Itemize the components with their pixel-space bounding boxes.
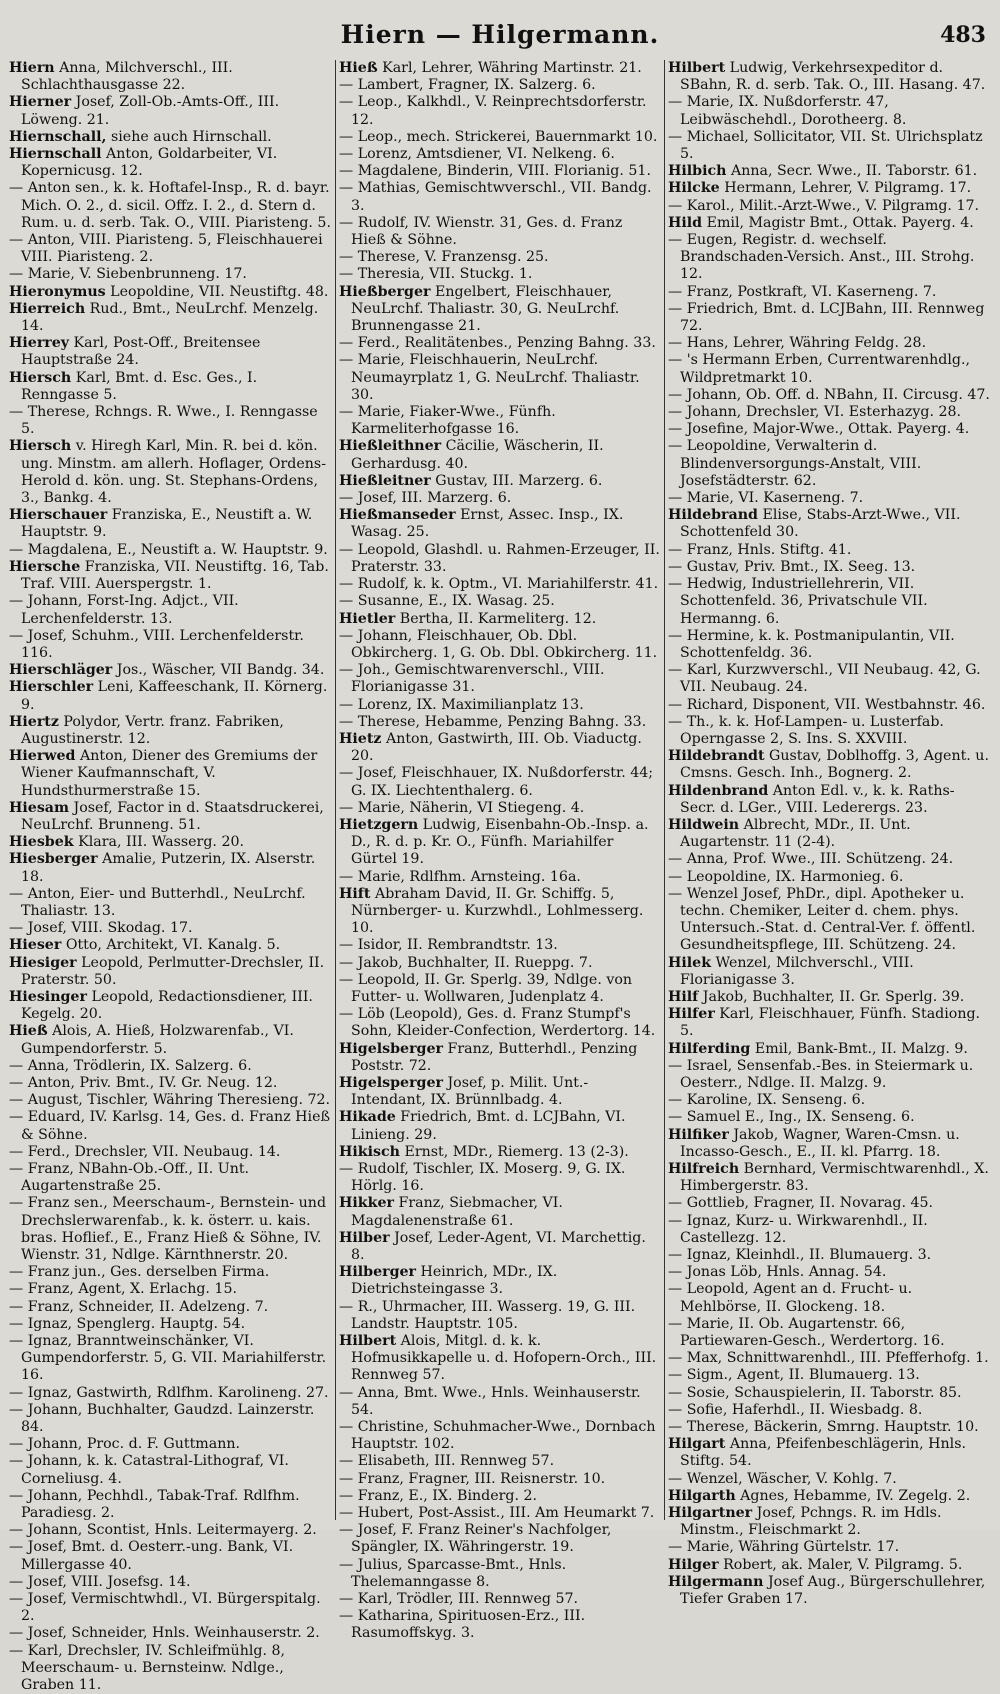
- directory-entry: — Jakob, Buchhalter, II. Rueppg. 7.: [339, 954, 593, 971]
- directory-entry: Hilger Robert, ak. Maler, V. Pilgramg. 5.: [668, 1556, 963, 1573]
- directory-entry: — Johann, Forst-Ing. Adjct., VII. Lerchenfelderstr. 13.: [9, 593, 239, 627]
- directory-entry: — Josef, Schneider, Hnls. Weinhauserstr. 2.: [9, 1625, 320, 1642]
- directory-entry: — Wenzel, Wäscher, V. Kohlg. 7.: [668, 1470, 897, 1487]
- directory-entry: Hierreich Rud., Bmt., NeuLrchf. Menzelg. 14.: [9, 300, 319, 335]
- directory-entry: Hierschläger Jos., Wäscher, VII Bandg. 34.: [9, 662, 325, 679]
- directory-entry: — Franz, Agent, X. Erlachg. 15.: [9, 1281, 237, 1298]
- directory-entry: — Franz, Schneider, II. Adelzeng. 7.: [9, 1298, 269, 1315]
- directory-entry: Hilfer Karl, Fleischhauer, Fünfh. Stadiong. 5.: [668, 1006, 981, 1040]
- column-right: [664, 60, 993, 1608]
- directory-entry: Hiernschall Anton, Goldarbeiter, VI. Kopernicusg. 12.: [9, 146, 278, 180]
- directory-entry: — Th., k. k. Hof-Lampen- u. Lusterfab. Operngasse 2, S. Ins. S. XXVIII.: [668, 713, 944, 747]
- directory-entry: Hierschauer Franziska, E., Neustift a. W. Hauptstr. 9.: [9, 507, 313, 541]
- directory-entry: Hiesberger Amalie, Putzerin, IX. Alserstr. 18.: [9, 851, 316, 885]
- directory-entry: — Johann, k. k. Catastral-Lithograf, VI. Corneliusg. 4.: [9, 1453, 289, 1487]
- directory-entry: Hieß Alois, A. Hieß, Holzwarenfab., VI. Gumpendorferstr. 5.: [9, 1023, 294, 1057]
- directory-entry: — Josef, Vermischtwhdl., VI. Bürgerspitalg. 2.: [9, 1591, 321, 1625]
- directory-entry: — Leopoldine, Verwalterin d. Blindenversorgungs-Anstalt, VIII. Josefstädterstr. 62.: [668, 438, 922, 489]
- directory-entry: — Marie, Fiaker-Wwe., Fünfh. Karmeliterhofgasse 16.: [339, 404, 556, 438]
- directory-entry: Hift Abraham David, II. Gr. Schiffg. 5, Nürnberger- u. Kurzwhdl., Lohlmesserg. 10.: [339, 885, 644, 937]
- directory-entry: Hierwed Anton, Diener des Gremiums der Wiener Kaufmannschaft, V. Hundsthurmerstraße 15.: [9, 748, 318, 799]
- directory-entry: Hiersch v. Hiregh Karl, Min. R. bei d. kön. ung. Minstm. am allerh. Hoflager, Ordens-Herold d. kön. ung. St. Stephans-Ordens, 3., Bankg. 4.: [9, 438, 326, 507]
- directory-entry: — Eduard, IV. Karlsg. 14, Ges. d. Franz Hieß & Söhne.: [9, 1109, 330, 1143]
- directory-entry: Hikade Friedrich, Bmt. d. LCJBahn, VI. Linieng. 29.: [339, 1109, 626, 1143]
- directory-entry: Higelsberger Franz, Butterhdl., Penzing Poststr. 72.: [339, 1040, 638, 1074]
- directory-entry: — Lorenz, Amtsdiener, VI. Nelkeng. 6.: [339, 146, 615, 163]
- directory-entry: Hiesam Josef, Factor in d. Staatsdruckerei, NeuLrchf. Brunneng. 51.: [9, 799, 324, 833]
- directory-entry: — Karl, Drechsler, IV. Schleifmühlg. 8, Meerschaum- u. Bernsteinw. Ndlge., Graben 11.: [9, 1642, 286, 1694]
- directory-entry: — Josef, F. Franz Reiner's Nachfolger, Spängler, IX. Währingerstr. 19.: [339, 1522, 612, 1556]
- directory-entry: — Therese, V. Franzensg. 25.: [339, 249, 549, 266]
- directory-entry: Hiesbek Klara, III. Wasserg. 20.: [9, 834, 245, 851]
- directory-entry: Hietz Anton, Gastwirth, III. Ob. Viaductg. 20.: [339, 730, 642, 765]
- directory-entry: — Rudolf, Tischler, IX. Moserg. 9, G. IX. Hörlg. 16.: [339, 1161, 626, 1195]
- directory-entry: Hilbert Ludwig, Verkehrsexpeditor d. SBahn, R. d. serb. Tak. O., III. Hasang. 47.: [668, 60, 986, 94]
- directory-entry: — Marie, VI. Kaserneng. 7.: [668, 490, 864, 507]
- directory-entry: — Löb (Leopold), Ges. d. Franz Stumpf's Sohn, Kleider-Confection, Werdertorg. 14.: [339, 1006, 656, 1040]
- directory-entry: Hilgermann Josef Aug., Bürgerschullehrer, Tiefer Graben 17.: [668, 1573, 986, 1608]
- directory-entry: Hießleithner Cäcilie, Wäscherin, II. Gerhardusg. 40.: [339, 438, 604, 472]
- directory-entry: Hilcke Hermann, Lehrer, V. Pilgramg. 17.: [668, 180, 972, 197]
- directory-entry: — Ignaz, Kurz- u. Wirkwarenhdl., II. Castellezg. 12.: [668, 1212, 928, 1246]
- page-title: Hiern — Hilgermann.: [340, 20, 660, 49]
- directory-entry: — Karoline, IX. Senseng. 6.: [668, 1092, 866, 1109]
- directory-entry: — Gottlieb, Fragner, II. Novarag. 45.: [668, 1195, 934, 1212]
- directory-entry: — Josef, Fleischhauer, IX. Nußdorferstr. 44; G. IX. Liechtenthalerg. 6.: [339, 765, 654, 799]
- directory-entry: — Josef, VIII. Skodag. 17.: [9, 920, 193, 937]
- directory-entry: Higelsperger Josef, p. Milit. Unt.-Intendant, IX. Brünnlbadg. 4.: [339, 1074, 589, 1109]
- page-number: 483: [940, 22, 986, 48]
- directory-entry: — Elisabeth, III. Rennweg 57.: [339, 1453, 555, 1470]
- directory-entry: — Leop., mech. Strickerei, Bauernmarkt 10.: [339, 128, 658, 145]
- directory-entry: — Karol., Milit.-Arzt-Wwe., V. Pilgramg. 17.: [668, 197, 980, 214]
- directory-entry: — 's Hermann Erben, Currentwarenhdlg., Wildpretmarkt 10.: [668, 352, 970, 386]
- directory-entry: — Johann, Fleischhauer, Ob. Dbl. Obkircherg. 1, G. Ob. Dbl. Obkircherg. 11.: [339, 627, 658, 661]
- column-middle: [335, 60, 664, 1642]
- directory-entry: — Marie, II. Ob. Augartenstr. 66, Partiewaren-Gesch., Werdertorg. 16.: [668, 1315, 945, 1350]
- directory-entry: — Lorenz, IX. Maximilianplatz 13.: [339, 696, 584, 713]
- directory-entry: — Franz sen., Meerschaum-, Bernstein- und Drechslerwarenfab., k. k. österr. u. kais. bras. Hoflief., E., Franz Hieß & Söhne, IV. Wienstr. 31, Ndlge. Kärnthnerstr. 20.: [9, 1195, 327, 1264]
- directory-entry: — Leopold, Agent an d. Frucht- u. Mehlbörse, II. Glockeng. 18.: [668, 1281, 913, 1315]
- directory-entry: Hild Emil, Magistr Bmt., Ottak. Payerg. 4.: [668, 214, 974, 231]
- directory-entry: — Rudolf, IV. Wienstr. 31, Ges. d. Franz Hieß & Söhne.: [339, 214, 623, 249]
- directory-entry: — Marie, Fleischhauerin, NeuLrchf. Neumayrplatz 1, G. NeuLrchf. Thaliastr. 30.: [339, 352, 640, 403]
- directory-entry: — Rudolf, k. k. Optm., VI. Mariahilferstr. 41.: [339, 576, 659, 593]
- directory-entry: — Johann, Proc. d. F. Guttmann.: [9, 1436, 240, 1453]
- directory-entry: — Franz, E., IX. Binderg. 2.: [339, 1487, 538, 1504]
- directory-entry: Hikisch Ernst, MDr., Riemerg. 13 (2-3).: [339, 1143, 629, 1160]
- directory-entry: — Hans, Lehrer, Währing Feldg. 28.: [668, 335, 927, 352]
- directory-entry: — Hubert, Post-Assist., III. Am Heumarkt 7.: [339, 1505, 655, 1522]
- directory-entry: — Katharina, Spirituosen-Erz., III. Rasumoffskyg. 3.: [339, 1608, 586, 1642]
- directory-entry: — Leopold, Glashdl. u. Rahmen-Erzeuger, II. Praterstr. 33.: [339, 541, 660, 575]
- directory-entry: Hiesiger Leopold, Perlmutter-Drechsler, II. Praterstr. 50.: [9, 954, 325, 988]
- directory-entry: — Franz, NBahn-Ob.-Off., II. Unt. Augartenstraße 25.: [9, 1161, 250, 1195]
- directory-entry: Hildebrandt Gustav, Doblhoffg. 3, Agent. u. Cmsns. Gesch. Inh., Bognerg. 2.: [668, 748, 989, 782]
- directory-entry: — Anton sen., k. k. Hoftafel-Insp., R. d. bayr. Mich. O. 2., d. sicil. Offz. I. 2., d. Stern d. Rum. u. d. serb. Tak. O., VIII. Piaristeng. 5.: [9, 180, 331, 231]
- directory-entry: — Johann, Pechhdl., Tabak-Traf. Rdlfhm. Paradiesg. 2.: [9, 1487, 300, 1522]
- directory-entry: Hierrey Karl, Post-Off., Breitensee Hauptstraße 24.: [9, 335, 261, 369]
- directory-entry: — Lambert, Fragner, IX. Salzerg. 6.: [339, 77, 596, 94]
- directory-entry: — Ferd., Drechsler, VII. Neubaug. 14.: [9, 1143, 281, 1160]
- directory-entry: — Josef, VIII. Josefsg. 14.: [9, 1573, 191, 1590]
- directory-entry: — Ignaz, Branntweinschänker, VI. Gumpendorferstr. 5, G. VII. Mariahilferstr. 16.: [9, 1333, 327, 1384]
- directory-entry: Hildebrand Elise, Stabs-Arzt-Wwe., VII. Schottenfeld 30.: [668, 507, 961, 541]
- directory-entry: — Wenzel Josef, PhDr., dipl. Apotheker u. techn. Chemiker, Leiter d. chem. phys. Untersuch.-Stat. d. Central-Ver. f. öffentl. Gesundheitspflege, III. Schützeng. 24.: [668, 885, 976, 954]
- directory-entry: — Hermine, k. k. Postmanipulantin, VII. Schottenfeldg. 36.: [668, 627, 955, 661]
- directory-entry: — Karl, Kurzwverschl., VII Neubaug. 42, G. VII. Neubaug. 24.: [668, 662, 981, 696]
- directory-columns: [6, 60, 994, 1694]
- directory-entry: — Anna, Trödlerin, IX. Salzerg. 6.: [9, 1057, 252, 1074]
- directory-entry: — Franz, Postkraft, VI. Kaserneng. 7.: [668, 283, 937, 300]
- directory-entry: — Mathias, Gemischtwverschl., VII. Bandg. 3.: [339, 180, 652, 214]
- directory-entry: — Johann, Drechsler, VI. Esterhazyg. 28.: [668, 404, 962, 421]
- directory-entry: Hilek Wenzel, Milchverschl., VIII. Florianigasse 3.: [668, 954, 914, 988]
- directory-entry: — Anton, Priv. Bmt., IV. Gr. Neug. 12.: [9, 1074, 278, 1091]
- directory-entry: Hießleitner Gustav, III. Marzerg. 6.: [339, 472, 603, 489]
- directory-entry: — Josefine, Major-Wwe., Ottak. Payerg. 4.: [668, 421, 970, 438]
- directory-entry: — Samuel E., Ing., IX. Senseng. 6.: [668, 1109, 915, 1126]
- directory-entry: — Hedwig, Industriellehrerin, VII. Schottenfeld. 36, Privatschule VII. Hermanng. 6.: [668, 576, 928, 627]
- directory-entry: — Franz, Hnls. Stiftg. 41.: [668, 541, 852, 558]
- directory-entry: — Franz, Fragner, III. Reisnerstr. 10.: [339, 1470, 606, 1487]
- directory-entry: Hilber Josef, Leder-Agent, VI. Marchettig. 8.: [339, 1229, 646, 1264]
- directory-entry: — Anton, VIII. Piaristeng. 5, Fleischhauerei VIII. Piaristeng. 2.: [9, 232, 323, 266]
- directory-entry: — Marie, Rdlfhm. Arnsteing. 16a.: [339, 868, 581, 885]
- directory-entry: Hierschler Leni, Kaffeeschank, II. Körnerg. 9.: [9, 679, 328, 713]
- directory-entry: — Franz jun., Ges. derselben Firma.: [9, 1264, 270, 1281]
- directory-entry: Hikker Franz, Siebmacher, VI. Magdalenenstraße 61.: [339, 1195, 563, 1229]
- directory-entry: — Magdalene, Binderin, VIII. Florianig. 51.: [339, 163, 651, 180]
- directory-entry: Hieß Karl, Lehrer, Währing Martinstr. 21.: [339, 60, 642, 76]
- directory-entry: — Marie, V. Siebenbrunneng. 17.: [9, 266, 247, 283]
- directory-entry: — Therese, Rchngs. R. Wwe., I. Renngasse 5.: [9, 404, 318, 438]
- directory-entry: — Sosie, Schauspielerin, II. Taborstr. 85.: [668, 1384, 962, 1401]
- directory-entry: Hilgartner Josef, Pchngs. R. im Hdls. Minstm., Fleischmarkt 2.: [668, 1505, 942, 1539]
- directory-entry: — Magdalena, E., Neustift a. W. Hauptstr. 9.: [9, 541, 328, 558]
- directory-entry: Hiersche Franziska, VII. Neustiftg. 16, Tab. Traf. VIII. Auerspergstr. 1.: [9, 558, 329, 593]
- directory-entry: — Ferd., Realitätenbes., Penzing Bahng. 33.: [339, 335, 656, 352]
- directory-entry: Hieronymus Leopoldine, VII. Neustiftg. 48.: [9, 283, 329, 300]
- directory-entry: Hiertz Polydor, Vertr. franz. Fabriken, Augustinerstr. 12.: [9, 713, 284, 747]
- directory-entry: Hilgart Anna, Pfeifenbeschlägerin, Hnls. Stiftg. 54.: [668, 1436, 966, 1470]
- directory-entry: — Josef, Schuhm., VIII. Lerchenfelderstr. 116.: [9, 627, 304, 661]
- directory-entry: — Anna, Bmt. Wwe., Hnls. Weinhauserstr. 54.: [339, 1384, 641, 1418]
- directory-entry: — Johann, Scontist, Hnls. Leitermayerg. 2.: [9, 1522, 317, 1539]
- directory-entry: Hilberger Heinrich, MDr., IX. Dietrichsteingasse 3.: [339, 1264, 558, 1298]
- directory-entry: Hildenbrand Anton Edl. v., k. k. Raths-Secr. d. LGer., VIII. Lederergs. 23.: [668, 782, 955, 816]
- directory-entry: — Sofie, Haferhdl., II. Wiesbadg. 8.: [668, 1401, 923, 1418]
- directory-entry: — Jonas Löb, Hnls. Annag. 54.: [668, 1264, 887, 1281]
- directory-entry: — Susanne, E., IX. Wasag. 25.: [339, 593, 555, 610]
- directory-entry: Hiersch Karl, Bmt. d. Esc. Ges., I. Renngasse 5.: [9, 369, 258, 403]
- directory-entry: Hieser Otto, Architekt, VI. Kanalg. 5.: [9, 937, 281, 954]
- directory-entry: Hierner Josef, Zoll-Ob.-Amts-Off., III. Löweng. 21.: [9, 94, 280, 128]
- directory-entry: — Johann, Ob. Off. d. NBahn, II. Circusg. 47.: [668, 386, 990, 403]
- directory-entry: Hilfiker Jakob, Wagner, Waren-Cmsn. u. Incasso-Gesch., E., II. kl. Pfarrg. 18.: [668, 1126, 960, 1160]
- directory-entry: — Richard, Disponent, VII. Westbahnstr. 46.: [668, 696, 986, 713]
- directory-entry: — August, Tischler, Währing Theresieng. 72.: [9, 1092, 331, 1109]
- directory-entry: — Sigm., Agent, II. Blumauerg. 13.: [668, 1367, 920, 1384]
- directory-entry: — Eugen, Registr. d. wechself. Brandschaden-Versich. Anst., III. Strohg. 12.: [668, 232, 975, 283]
- directory-entry: Hiern Anna, Milchverschl., III. Schlachthausgasse 22.: [9, 60, 233, 94]
- directory-entry: — R., Uhrmacher, III. Wasserg. 19, G. III. Landstr. Hauptstr. 105.: [339, 1298, 636, 1332]
- directory-entry: Hiesinger Leopold, Redactionsdiener, III. Kegelg. 20.: [9, 988, 313, 1023]
- directory-entry: — Anna, Prof. Wwe., III. Schützeng. 24.: [668, 851, 954, 868]
- directory-entry: — Ignaz, Gastwirth, Rdlfhm. Karolineng. 27.: [9, 1384, 329, 1401]
- directory-entry: — Leopoldine, IX. Harmonieg. 6.: [668, 868, 904, 885]
- directory-entry: Hietzgern Ludwig, Eisenbahn-Ob.-Insp. a. D., R. d. p. Kr. O., Fünfh. Mariahilfer Gürtel 19.: [339, 816, 649, 868]
- directory-entry: Hilgarth Agnes, Hebamme, IV. Zegelg. 2.: [668, 1487, 971, 1504]
- directory-entry: — Anton, Eier- und Butterhdl., NeuLrchf. Thaliastr. 13.: [9, 885, 306, 919]
- directory-entry: — Julius, Sparcasse-Bmt., Hnls. Thelemanngasse 8.: [339, 1556, 567, 1590]
- directory-entry: — Christine, Schuhmacher-Wwe., Dornbach Hauptstr. 102.: [339, 1419, 656, 1453]
- directory-entry: — Marie, IX. Nußdorferstr. 47, Leibwäschehdl., Dorotheerg. 8.: [668, 94, 907, 128]
- page-header: [0, 20, 1000, 54]
- directory-entry: — Israel, Sensenfab.-Bes. in Steiermark u. Oesterr., Ndlge. II. Malzg. 9.: [668, 1057, 974, 1091]
- directory-entry: — Friedrich, Bmt. d. LCJBahn, III. Rennweg 72.: [668, 300, 985, 335]
- directory-entry: — Johann, Buchhalter, Gaudzd. Lainzerstr. 84.: [9, 1401, 315, 1436]
- directory-entry: Hildwein Albrecht, MDr., II. Unt. Augartenstr. 11 (2-4).: [668, 816, 911, 851]
- directory-entry: Hießberger Engelbert, Fleischhauer, NeuLrchf. Thaliastr. 30, G. NeuLrchf. Brunnengasse 21.: [339, 283, 620, 335]
- directory-entry: Hilf Jakob, Buchhalter, II. Gr. Sperlg. 39.: [668, 988, 965, 1005]
- directory-entry: — Therese, Hebamme, Penzing Bahng. 33.: [339, 713, 647, 730]
- directory-entry: — Gustav, Priv. Bmt., IX. Seeg. 13.: [668, 558, 916, 575]
- directory-entry: — Leopold, II. Gr. Sperlg. 39, Ndlge. von Futter- u. Wollwaren, Judenplatz 4.: [339, 971, 633, 1005]
- directory-entry: Hilfreich Bernhard, Vermischtwarenhdl., X. Himbergerstr. 83.: [668, 1161, 989, 1195]
- directory-entry: — Karl, Trödler, III. Rennweg 57.: [339, 1591, 579, 1608]
- directory-entry: — Isidor, II. Rembrandtstr. 13.: [339, 937, 558, 954]
- directory-entry: — Max, Schnittwarenhdl., III. Pfefferhofg. 1.: [668, 1350, 989, 1367]
- directory-entry: Hiernschall, siehe auch Hirnschall.: [9, 128, 272, 145]
- directory-entry: — Joh., Gemischtwarenverschl., VIII. Florianigasse 31.: [339, 662, 605, 696]
- directory-entry: Hilbich Anna, Secr. Wwe., II. Taborstr. 61.: [668, 163, 978, 180]
- directory-entry: — Therese, Bäckerin, Smrng. Hauptstr. 10.: [668, 1419, 979, 1436]
- directory-entry: — Josef, Bmt. d. Oesterr.-ung. Bank, VI. Millergasse 40.: [9, 1539, 294, 1573]
- directory-entry: — Theresia, VII. Stuckg. 1.: [339, 266, 533, 283]
- directory-entry: — Leop., Kalkhdl., V. Reinprechtsdorferstr. 12.: [339, 94, 647, 128]
- directory-entry: Hilbert Alois, Mitgl. d. k. k. Hofmusikkapelle u. d. Hofopern-Orch., III. Rennweg 57.: [339, 1333, 657, 1384]
- directory-entry: — Ignaz, Kleinhdl., II. Blumauerg. 3.: [668, 1247, 932, 1264]
- column-left: [6, 60, 335, 1694]
- directory-entry: — Marie, Näherin, VI Stiegeng. 4.: [339, 799, 585, 816]
- directory-entry: — Marie, Währing Gürtelstr. 17.: [668, 1539, 900, 1556]
- directory-entry: — Josef, III. Marzerg. 6.: [339, 490, 512, 507]
- directory-entry: — Ignaz, Spenglerg. Hauptg. 54.: [9, 1315, 246, 1332]
- directory-entry: Hietler Bertha, II. Karmeliterg. 12.: [339, 610, 597, 627]
- directory-entry: — Michael, Sollicitator, VII. St. Ulrichsplatz 5.: [668, 128, 983, 163]
- directory-entry: Hießmanseder Ernst, Assec. Insp., IX. Wasag. 25.: [339, 507, 624, 541]
- directory-entry: Hilferding Emil, Bank-Bmt., II. Malzg. 9.: [668, 1040, 968, 1057]
